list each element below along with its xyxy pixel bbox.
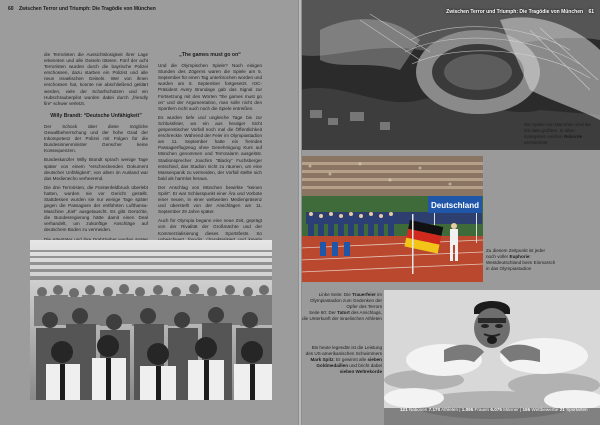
swimmer-photo [384,290,600,425]
paragraph: Es wurden tiefe und ungleiche Tage bis zur Schlussfeier, wo ein aus heutiger Sicht gespenstischer Vorfall noch mal die Öffentlichkeit erschreckte. Während der Feier im Olympiastadion am 11. September hatte ein fremdes Passagierflugzeug ohne Genehmigung Kurs auf München genommen und Terroralarm ausgelöst. Stadionsprecher Joachim “Blacky” Fuchsberger entschied, das Stadion nicht zu räumen, um eine Massenpanik zu vermeiden, der Vorfall stellte sich bald als harmlos heraus. [158,114,262,181]
left-column-2 [158,52,262,264]
caption-text: Zu diesem Zeitpunkt ist jeder noch voller [486,248,545,259]
left-page-number: 60 [8,6,14,12]
caption-text: : Westdeutschland beim Einmarsch in das Olympiastadion [486,254,556,271]
stat-label: Frauen [474,407,490,412]
memorial-crowd-photo [30,240,272,400]
parade-entry-photo [300,156,483,282]
caption-emphasis: Euphorie [509,254,530,259]
right-page-number: 61 [588,9,594,15]
caption-text: des Anschlags, die Unterkunft der israelischen Athleten [302,310,382,321]
caption-text: im Olympiastadion zum Gedenken der Opfer des Terrors [309,292,382,309]
stat-value: 21 [559,407,565,412]
caption-text: Bis heute legendär ist die Leistung des US-amerikanischen Schwimmers [305,345,382,356]
caption-text: Linke Seite: Die [318,292,351,297]
parade-banner-text: Deutschland [430,201,480,210]
book-gutter [298,0,302,425]
caption-emphasis: Mark Spitz [310,357,334,362]
left-page-photo-captions [302,292,382,322]
caption-emphasis: Tatort [337,310,350,315]
caption-text: und bricht dabei [349,363,382,368]
olympics-stats-bar: 121 Nationen 7.170 Athleten | 1.095 Frauen 6.075 Männer | 195 Wettbewerbe 21 Sportarten [400,407,588,412]
stat-label: Männer [503,407,519,412]
paragraph: Auch für Olympia begann eine neue Zeit, geprägt von der Rivalität der Großmächte und der Kommerzialisierung dieses Sportsfests. So [158,218,262,236]
caption-text: Die Spiele von München sind die bis dato größten. In allen Kategorien werden [524,122,591,139]
left-column-1 [44,52,148,258]
stat-value: 6.075 [490,407,502,412]
stat-label: Athleten [441,407,459,412]
left-running-head [8,6,156,12]
caption-text: verzeichnet [524,140,548,145]
swimmer-caption [304,345,382,375]
caption-emphasis: Rekorde [563,134,583,139]
paragraph: Und die Olympischen Spiele? Nach einigen Stunden des Zögerns waren die Spiele am 5. September für einen Tag unterbrochen worden und wurden am 6. September fortgesetzt. IOC-Präsident Avery Brundage gab das Signal zur Fortsetzung mit den Worten “the games must go on” und der Argumentation, man solle nicht den Sportlern nicht auch noch die Spiele entreißen. [158,63,262,111]
caption-emphasis: Trauerfeier [352,292,376,297]
paragraph: die Terroristen die Aussichtslosigkeit ihrer Lage erkennten und alle Geiseln töteten. Fünf der acht Terroristen wurden durch die bayrische Polizei erschossen, dazu starben ein Polizist und alle neun israelischen Geiseln. Wer von ihnen erschossen hat, konnte nie abschließend geklärt werden, viele der Scharfschützen und ein Hubschrauberpilot wurden dabei durch „friendly fire“ schwer verletzt. [44,52,148,106]
parade-caption [486,248,556,272]
stat-value: 195 [522,407,531,412]
subheading-games: „The games must go on“ [179,52,241,58]
caption-emphasis: sieben Goldmedaillen [316,357,382,368]
caption-emphasis: sieben Weltrekorde [339,369,382,374]
stat-label: Wettbewerbe [531,407,559,412]
stat-label: Sportarten [566,407,588,412]
right-page [300,0,600,425]
paragraph: Der Schock über diese mögliche Gewaltbeherrschung und der hohe Grad der Inkompetenz der Polizei mit Folgen für die Bundesinnenminister Genscher keine Konsequenzen. [44,123,148,154]
caption-text: : Er gewinnt alle [333,357,367,362]
stat-value: 1.095 [461,407,474,412]
paragraph: Bundeskanzler Willy Brandt sprach wenige Tage später von einem “erschreckenden Dokument deutscher Unfähigkeit”, von allem im Ausland war das Medienecho verheerend. [44,157,148,181]
stat-value: 121 [400,407,408,412]
stat-value: 7.170 [428,407,441,412]
stat-label: Nationen [408,407,428,412]
stadium-caption [524,122,596,146]
paragraph: Die drei Terroristen, die Fürstenfeldbruck überlebt hatten, wurden nie vor Gericht gestellt. Stattdessen wurden sie nur wenige Tage später gegen die Passagiere der entführten Lufthansa-Maschine „Kiel“ ausgetauscht. Es gibt Gerüchte, die Bundesregierung hätte damit einen Deal verhandelt, um zukünftige Anschläge auf deutschem Boden zu vermeiden. [44,184,148,233]
caption-text: Seite 60: Der [309,310,336,315]
subheading-brandt: Willy Brandt: “Deutsche Unfähigkeit” [50,112,142,119]
paragraph: Der Anschlag von München bewirkte “keinen Spirit”. Er war Schlusspunkt einer Ära und Vorbote einer neuen, in einer weltweiten Medienpräsenz und überstellt von der Anschlägen am 11. September 29 Jahre später. [158,184,262,215]
left-running-title: Zwischen Terror und Triumph: Die Tragödie von München [18,6,156,12]
right-running-title: Zwischen Terror und Triumph: Die Tragödie von München [446,9,584,15]
right-running-head [446,9,594,15]
